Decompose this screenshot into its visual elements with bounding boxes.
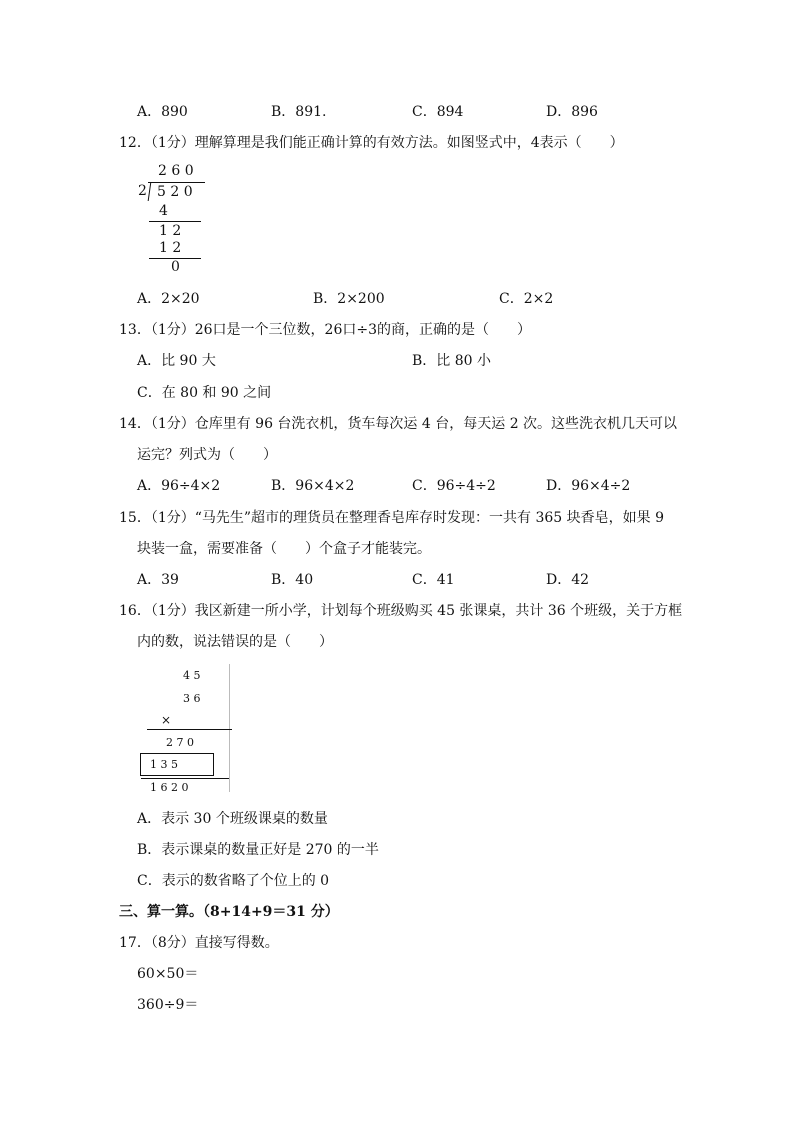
q13-stem: 13．（1分）26口是一个三位数，26口÷3的商，正确的是（ ） bbox=[119, 322, 531, 338]
q13-option-b: B．比 80 小 bbox=[412, 353, 492, 369]
q16-option-b: B．表示课桌的数量正好是 270 的一半 bbox=[137, 842, 379, 858]
mult-times-sign: × bbox=[161, 713, 172, 727]
mult-top-number: 4 5 bbox=[183, 669, 201, 682]
q15-option-a: A．39 bbox=[137, 572, 179, 588]
mult-partial-product-1: 2 7 0 bbox=[166, 736, 194, 749]
q12-option-b: B．2×200 bbox=[313, 291, 385, 307]
division-remainder: 0 bbox=[171, 259, 180, 275]
q15-stem-line1: 15．（1分）“马先生”超市的理货员在整理香皂库存时发现：一共有 365 块香皂，如果 9 bbox=[119, 510, 665, 526]
q14-option-c: C．96÷4÷2 bbox=[412, 478, 496, 494]
q14-option-d: D．96×4÷2 bbox=[546, 478, 631, 494]
q16-option-c: C．表示的数省略了个位上的 0 bbox=[137, 873, 330, 889]
q16-vertical-multiplication bbox=[139, 664, 233, 796]
q12-option-c: C．2×2 bbox=[499, 291, 554, 307]
q16-stem-line2: 内的数，说法错误的是（ ） bbox=[137, 634, 333, 650]
division-quotient: 2 6 0 bbox=[158, 163, 194, 179]
q17-item-1: 60×50＝ bbox=[137, 966, 199, 982]
mult-partial-product-2: 1 3 5 bbox=[150, 758, 178, 771]
mult-second-number: 3 6 bbox=[183, 692, 201, 705]
q12-long-division bbox=[135, 163, 205, 278]
q14-option-a: A．96÷4×2 bbox=[137, 478, 221, 494]
q13-option-a: A．比 90 大 bbox=[137, 353, 216, 369]
division-dividend: 5 2 0 bbox=[157, 184, 193, 200]
q11-option-b: B．891. bbox=[271, 104, 327, 120]
q15-option-b: B．40 bbox=[271, 572, 314, 588]
division-step2: 1 2 bbox=[159, 223, 182, 239]
q14-option-b: B．96×4×2 bbox=[271, 478, 355, 494]
mult-product: 1 6 2 0 bbox=[150, 781, 189, 794]
q15-stem-line2: 块装一盒，需要准备（ ）个盒子才能装完。 bbox=[137, 541, 431, 557]
q12-stem: 12．（1分）理解算理是我们能正确计算的有效方法。如图竖式中，4表示（ ） bbox=[119, 135, 624, 151]
division-step1: 4 bbox=[159, 203, 168, 219]
q17-stem: 17．（8分）直接写得数。 bbox=[119, 935, 279, 951]
q12-option-a: A．2×20 bbox=[137, 291, 200, 307]
q15-option-c: C．41 bbox=[412, 572, 455, 588]
q15-option-d: D．42 bbox=[546, 572, 590, 588]
q11-option-c: C．894 bbox=[412, 104, 464, 120]
q11-option-d: D．896 bbox=[546, 104, 598, 120]
q14-stem-line2: 运完？列式为（ ） bbox=[137, 447, 277, 463]
section-heading: 三、算一算。（8+14+9＝31 分） bbox=[119, 904, 339, 920]
q11-option-a: A．890 bbox=[137, 104, 188, 120]
q17-item-2: 360÷9＝ bbox=[137, 997, 199, 1013]
q16-option-a: A．表示 30 个班级课桌的数量 bbox=[137, 811, 328, 827]
q16-stem-line1: 16．（1分）我区新建一所小学，计划每个班级购买 45 张课桌，共计 36 个班级，关于方框 bbox=[119, 603, 683, 619]
division-step3: 1 2 bbox=[159, 240, 182, 256]
q14-stem-line1: 14．（1分）仓库里有 96 台洗衣机，货车每次运 4 台，每天运 2 次。这些洗衣机几天可以 bbox=[119, 416, 678, 432]
division-divisor: 2 bbox=[138, 183, 147, 199]
q13-option-c: C．在 80 和 90 之间 bbox=[137, 385, 272, 401]
